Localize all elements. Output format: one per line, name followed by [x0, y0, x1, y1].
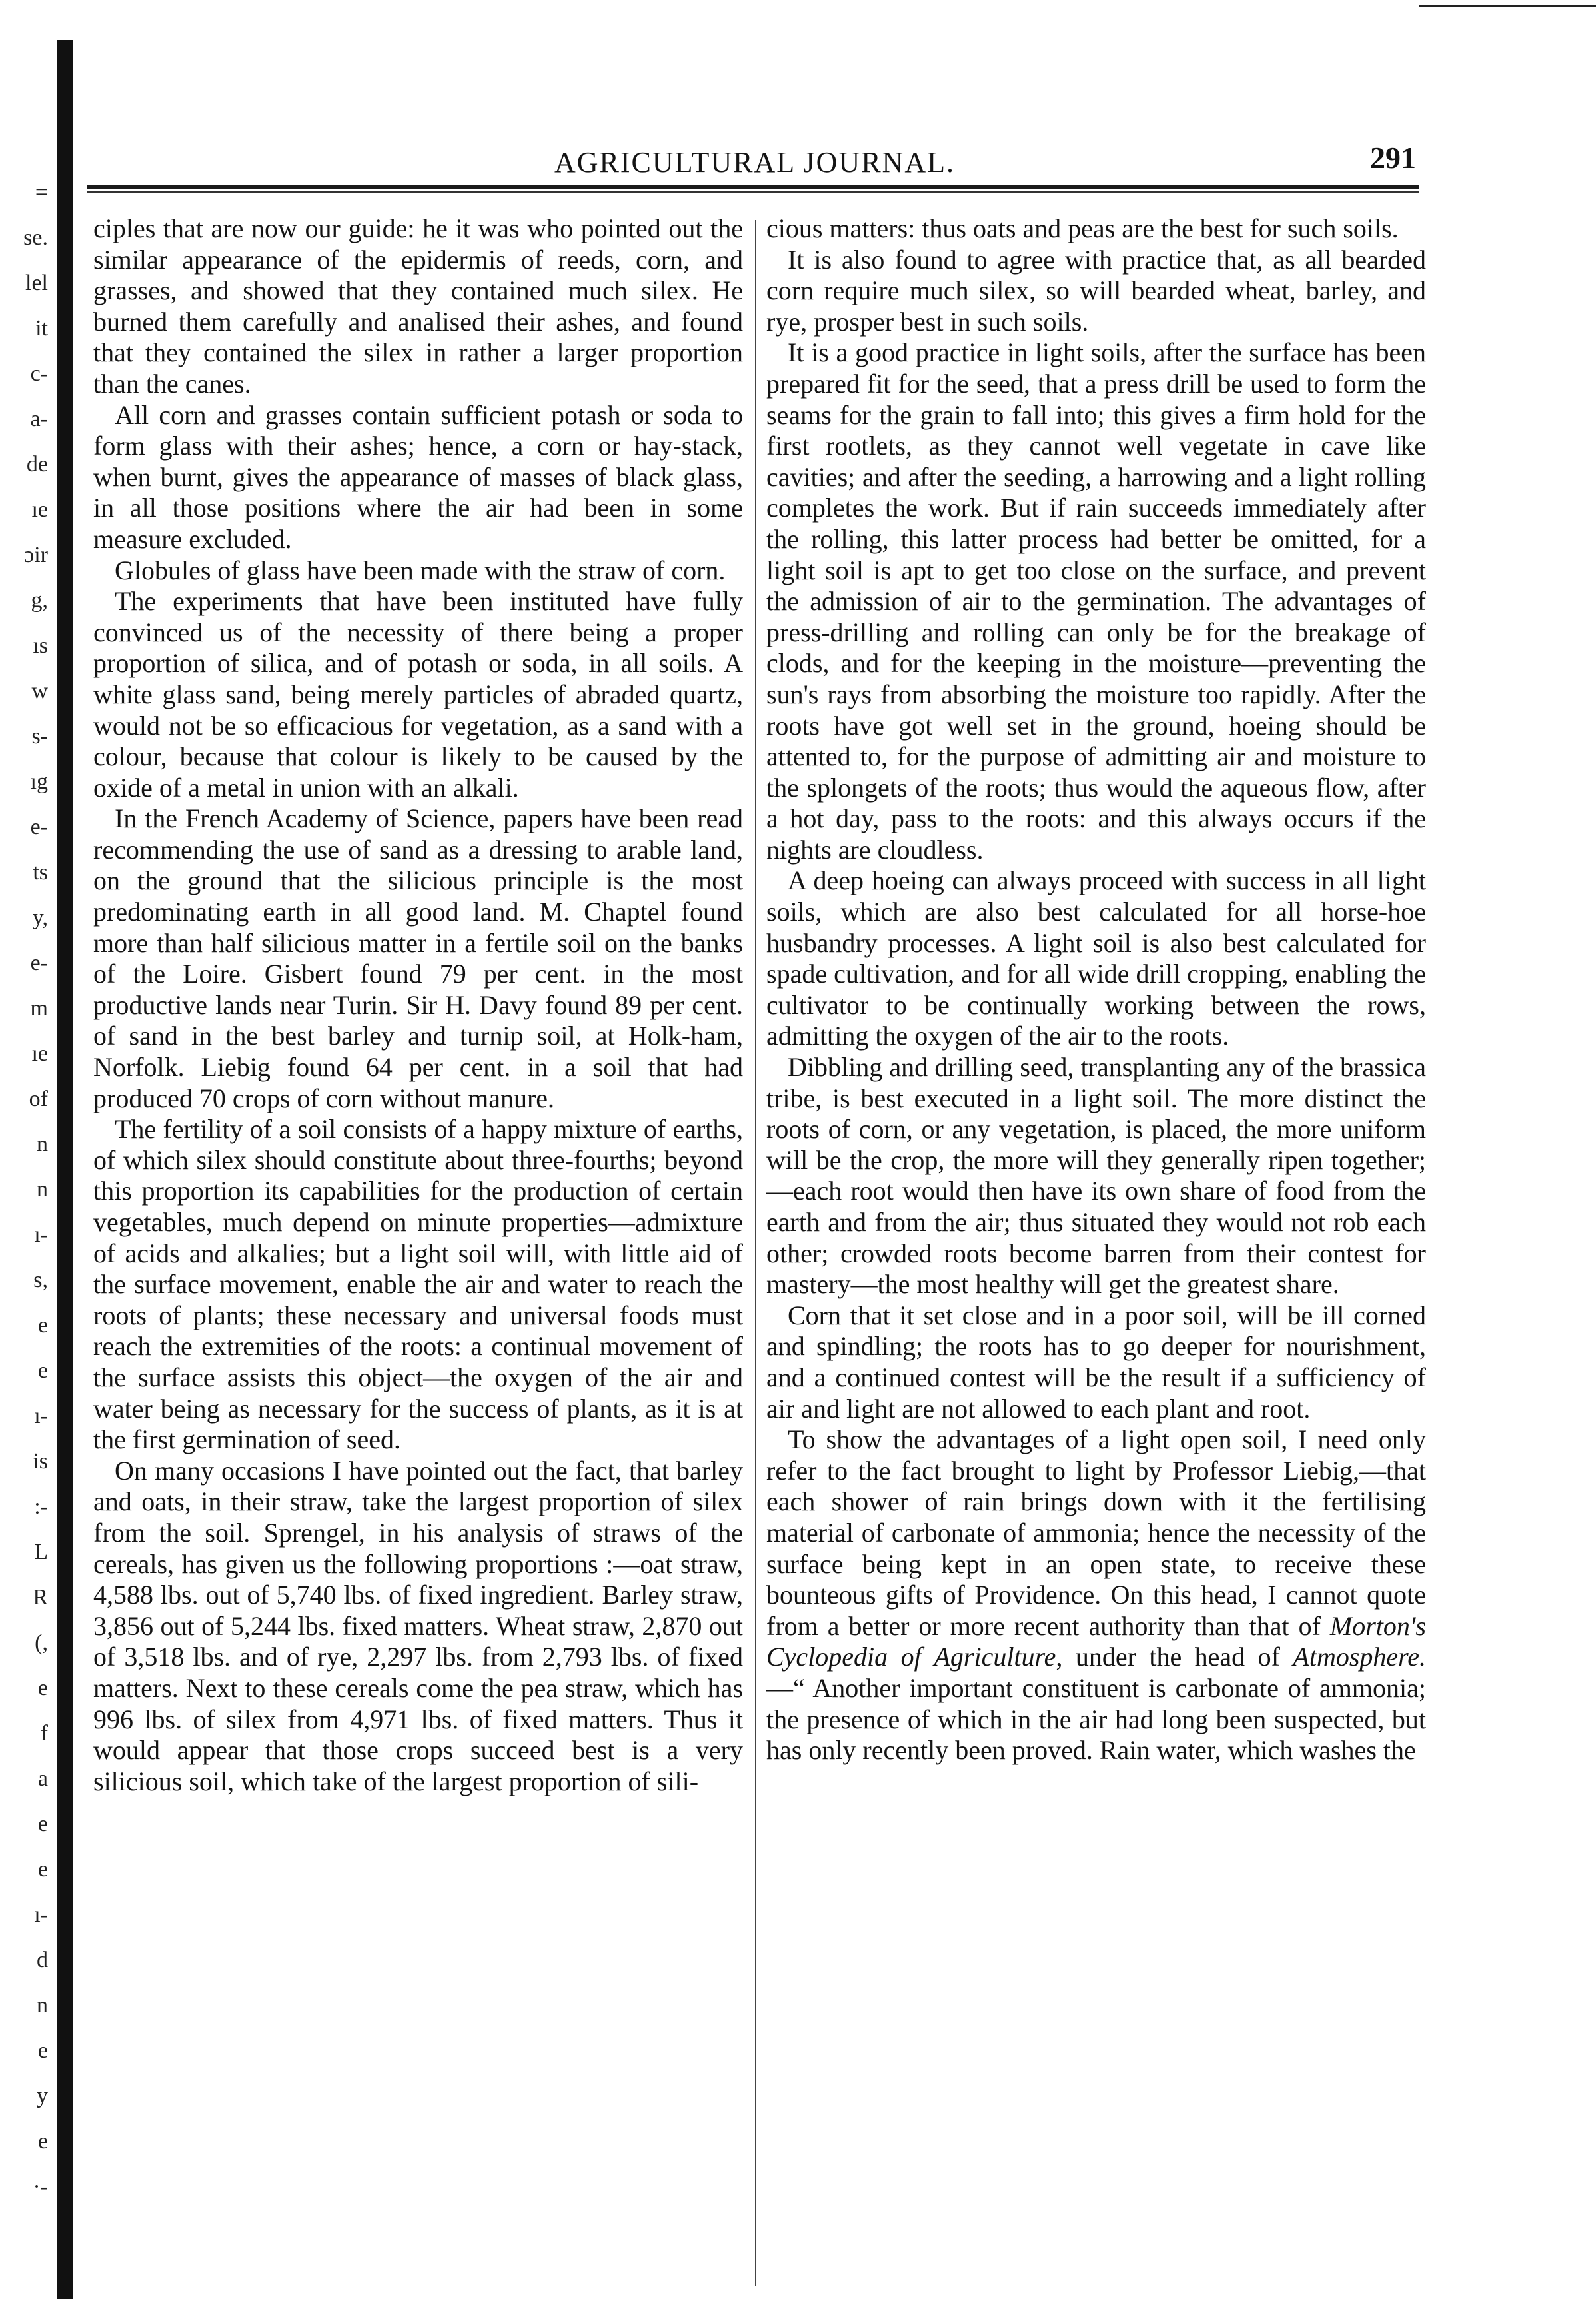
- margin-fragment: lel: [25, 271, 48, 295]
- header-rule-thin: [87, 191, 1419, 193]
- margin-fragment: s-: [31, 724, 48, 749]
- margin-fragment: ts: [33, 860, 48, 885]
- running-title: AGRICULTURAL JOURNAL.: [554, 146, 955, 179]
- paragraph-text: Corn that it set close and in a poor soil, will be ill corned and spindling; the roots has to go deeper for nourishment, and a continued contest will be the result if a sufficiency of air and light are not allowed to each plant and root.: [766, 1300, 1426, 1424]
- margin-fragment: w: [31, 679, 48, 703]
- margin-fragment: a: [37, 1766, 48, 1791]
- paragraph: [766, 213, 1426, 245]
- paragraph-text: It is a good practice in light soils, after the surface has been prepared fit for the seed, that a press drill be used to form the seams for the grain to fall into; this gives a firm hold for the first rootlets, as they cannot well vegetate in cave like cavities; and after the seeding, a harrowing and a light rolling completes the work. But if rain succeeds immediately after the rolling, this latter process had better be omitted, for a light soil is apt to get too close on the surface, and prevent the admission of air to the germination. The advantages of press-drilling and rolling can only be for the breakage of clods, and for the keeping in the moisture—preventing the sun's rays from absorbing the moisture too rapidly. After the roots have got well set in the ground, hoeing should be attented to, for the purpose of admitting air and moisture to the splongets of the roots; thus would the aqueous flow, after a hot day, pass to the roots: and this always occurs if the nights are cloudless.: [766, 337, 1426, 865]
- paragraph: [766, 337, 1426, 865]
- margin-fragment: =: [35, 180, 48, 205]
- margin-fragment: it: [35, 316, 48, 341]
- margin-fragment: is: [33, 1449, 48, 1474]
- paragraph: [766, 1052, 1426, 1300]
- margin-fragment: e: [37, 1812, 48, 1836]
- paragraph-text: It is also found to agree with practice that, as all bearded corn require much silex, so will bearded wheat, barley, and rye, prosper best in such soils.: [766, 244, 1426, 337]
- margin-fragment: e: [37, 1676, 48, 1700]
- binding-shadow: [57, 40, 73, 2299]
- page-number: 291: [1370, 141, 1416, 175]
- margin-fragment: ·-: [33, 2174, 48, 2199]
- paragraph: [93, 213, 743, 400]
- margin-fragment: e-: [30, 815, 48, 839]
- margin-fragment: c-: [30, 361, 48, 386]
- margin-fragment: se.: [23, 225, 48, 250]
- paragraph-text: The fertility of a soil consists of a happy mixture of earths, of which silex should constitute about three-fourths; beyond this proportion its capabilities for the production of certain vegetables, much depend on minute properties—admixture of acids and alkalies; but a light soil will, with little aid of the surface movement, enable the air and water to reach the roots of plants; these necessary and universal foods must reach the extremities of the roots: a continual movement of the surface assists this object—the oxygen of the air and water being as necessary for the success of plants, as it is at the first germination of seed.: [93, 1114, 743, 1455]
- paragraph: [766, 1424, 1426, 1766]
- margin-fragment: e: [37, 1358, 48, 1383]
- margin-fragment: n: [37, 1993, 48, 2018]
- margin-fragment: (,: [35, 1630, 48, 1655]
- margin-fragment: a-: [30, 407, 48, 431]
- paragraph-text: A deep hoeing can always proceed with success in all light soils, which are also best calculated for all horse-hoe husbandry processes. A light soil is also best calculated for spade cultivation, and for all wide drill cropping, enabling the cultivator to be continually working between the rows, admitting the oxygen of the air to the roots.: [766, 865, 1426, 1051]
- paragraph: [766, 245, 1426, 338]
- right-column: [766, 213, 1426, 2286]
- paragraph: [93, 586, 743, 803]
- margin-fragment: e: [37, 1857, 48, 1882]
- paragraph-text: —“ Another important constituent is carbonate of ammonia; the presence of which in the air had long been suspected, but has only recently been proved. Rain water, which washes the: [766, 1672, 1426, 1766]
- margin-fragment: :-: [34, 1494, 48, 1519]
- margin-fragment: R: [33, 1585, 48, 1610]
- article-title: Atmosphere.: [1293, 1642, 1426, 1672]
- paragraph-text: All corn and grasses contain sufficient potash or soda to form glass with their ashes; hence, a corn or hay-stack, when burnt, gives the appearance of masses of black glass, in all those positions where the air had been in some measure excluded.: [93, 399, 743, 554]
- margin-fragment: y: [37, 2084, 48, 2108]
- paragraph-text: Globules of glass have been made with the straw of corn.: [115, 555, 726, 585]
- book-title: Morton's Cyclopedia of Agriculture: [766, 1610, 1426, 1672]
- left-column: [93, 213, 743, 2286]
- top-corner-rule: [1419, 5, 1596, 7]
- column-divider: [755, 220, 756, 2286]
- margin-fragment: n: [37, 1177, 48, 1202]
- paragraph: [766, 865, 1426, 1052]
- paragraph-text: cious matters: thus oats and peas are the best for such soils.: [766, 213, 1399, 243]
- paragraph: [93, 803, 743, 1114]
- margin-fragment: n: [37, 1132, 48, 1156]
- paragraph-text: On many occasions I have pointed out the fact, that barley and oats, in their straw, take the largest proportion of silex from the soil. Sprengel, in his analysis of straws of the cereals, has given us the following proportions :—oat straw, 4,588 lbs. out of 5,740 lbs. of fixed ingredient. Barley straw, 3,856 out of 5,244 lbs. fixed matters. Wheat straw, 2,870 out of 3,518 lbs. and of rye, 2,297 lbs. from 2,793 lbs. of fixed matters. Next to these cereals come the pea straw, which has 996 lbs. of silex from 4,971 lbs. of fixed matters. Thus it would appear that those crops succeed best is a very silicious soil, which take of the largest proportion of sili-: [93, 1455, 743, 1796]
- margin-fragment: de: [26, 452, 48, 477]
- margin-fragment: g,: [31, 588, 48, 613]
- margin-fragment: ı-: [34, 1404, 48, 1428]
- margin-fragment: ıg: [30, 769, 48, 794]
- paragraph-text: Dibbling and drilling seed, transplanting any of the brassica tribe, is best executed in a light soil. The more distinct the roots of corn, or any vegetation, is placed, the more uniform will be the crop, the more will they generally ripen together;—each root would then have its own share of food from the earth and from the air; thus situated they would not rob each other; crowded roots become barren from their contest for mastery—the most healthy will get the greatest share.: [766, 1052, 1426, 1300]
- paragraph: [93, 1114, 743, 1456]
- margin-fragment: ıe: [31, 497, 48, 522]
- margin-fragment: m: [30, 996, 48, 1021]
- margin-fragment: e-: [30, 951, 48, 975]
- margin-fragment: ı-: [34, 1222, 48, 1247]
- paragraph-text: , under the head of: [1056, 1642, 1293, 1672]
- paragraph-text: To show the advantages of a light open soil, I need only refer to the fact brought to light by Professor Liebig,—that each shower of rain brings down with it the fertilising material of carbonate of ammonia; hence the necessity of the surface being kept in an open state, to receive these bounteous gifts of Providence. On this head, I cannot quote from a better or more recent authority than that of: [766, 1424, 1426, 1641]
- margin-fragment: e: [37, 1313, 48, 1338]
- margin-fragment: of: [29, 1087, 48, 1111]
- margin-fragment: y,: [32, 905, 48, 930]
- paragraph: [93, 1456, 743, 1798]
- paragraph: [766, 1300, 1426, 1424]
- paragraph-text: ciples that are now our guide: he it was who pointed out the similar appearance of the epidermis of reeds, corn, and grasses, and showed that they contained much silex. He burned them carefully and analised their ashes, and found that they contained the silex in rather a larger proportion than the canes.: [93, 213, 743, 399]
- margin-fragment: e: [37, 2129, 48, 2154]
- margin-fragment: ɔir: [24, 543, 48, 567]
- margin-fragment: f: [40, 1721, 48, 1746]
- header-rule-thick: [87, 185, 1419, 189]
- paragraph: [93, 555, 743, 587]
- margin-fragment: ıe: [31, 1041, 48, 1066]
- margin-fragment: s,: [33, 1268, 48, 1292]
- paragraph: [93, 400, 743, 555]
- margin-fragment: ıs: [33, 633, 48, 658]
- margin-fragment: d: [37, 1948, 48, 1972]
- paragraph-text: The experiments that have been instituted have fully convinced us of the necessity of there being a proper proportion of silica, and of potash or soda, in all soils. A white glass sand, being merely particles of abraded quartz, would not be so efficacious for vegetation, as a sand with a colour, because that colour is likely to be caused by the oxide of a metal in union with an alkali.: [93, 586, 743, 803]
- paragraph-text: In the French Academy of Science, papers have been read recommending the use of sand as a dressing to arable land, on the ground that the silicious principle is the most predominating earth in all good land. M. Chaptel found more than half silicious matter in a fertile soil on the banks of the Loire. Gisbert found 79 per cent. in the most productive lands near Turin. Sir H. Davy found 89 per cent. of sand in the best barley and turnip soil, at Holk-ham, Norfolk. Liebig found 64 per cent. in a soil that had produced 70 crops of corn without manure.: [93, 803, 743, 1113]
- margin-fragment: L: [34, 1540, 48, 1564]
- margin-fragment: e: [37, 2038, 48, 2063]
- page-header: [87, 140, 1423, 181]
- margin-fragment: ı-: [34, 1902, 48, 1927]
